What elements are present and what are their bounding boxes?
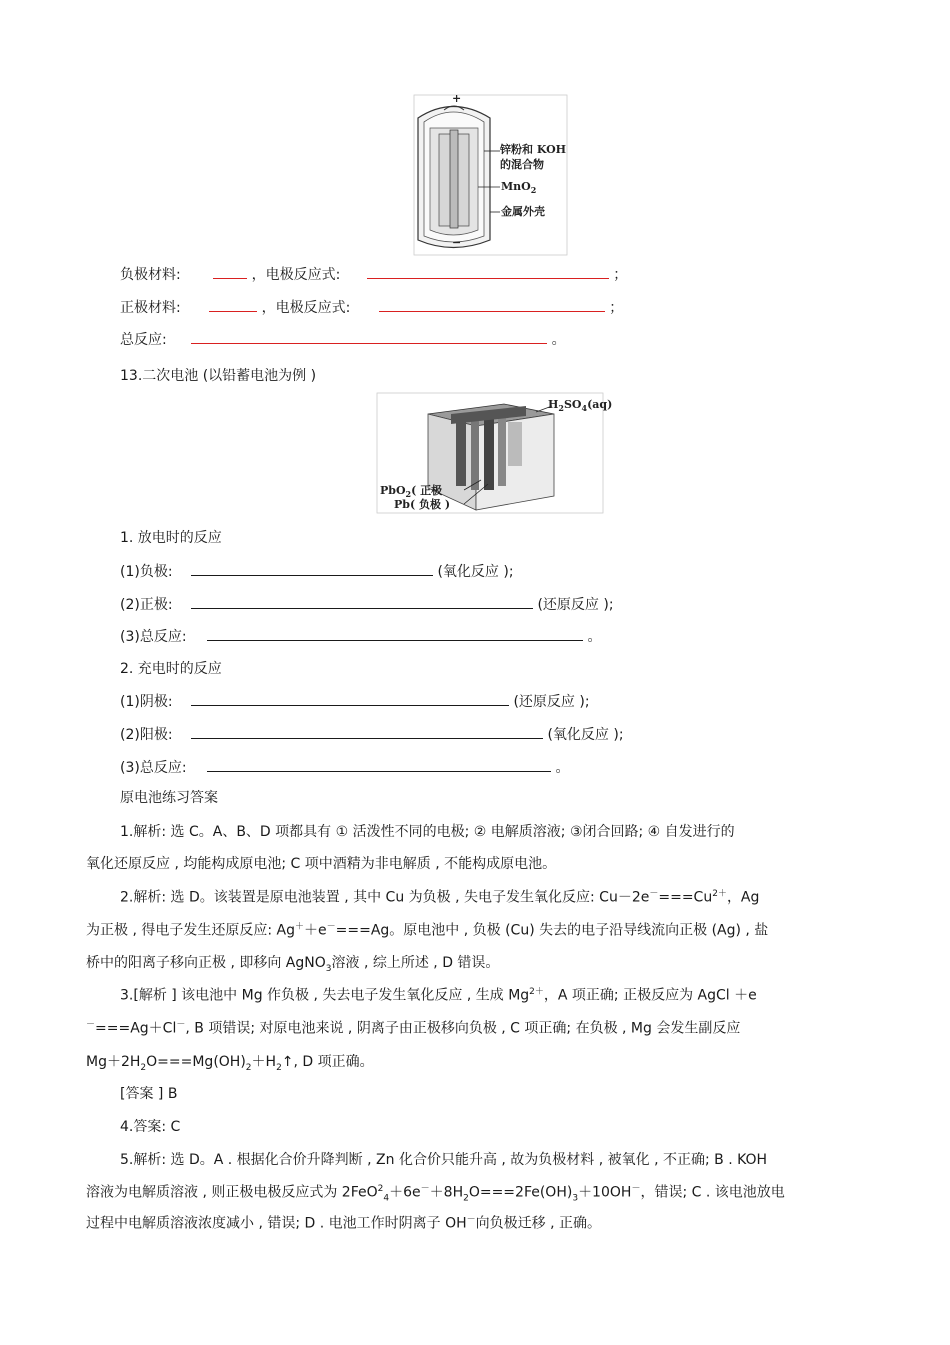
pos-material-line xyxy=(120,297,623,317)
pbo2-label: PbO$_2$( 正极 xyxy=(380,484,443,499)
neg-material-line xyxy=(120,264,627,284)
answer-2-line-2: 为正极 , 得电子发生还原反应: Ag＋＋e－===Ag。原电池中 , 负极 (Cu) 失去的电子沿导线流向正极 (Ag) , 盐 xyxy=(86,922,769,939)
charge-cathode-blank[interactable] xyxy=(191,691,509,706)
lead-acid-battery-figure xyxy=(376,392,613,514)
neg-material-blank[interactable] xyxy=(213,264,247,279)
alkaline-battery-figure xyxy=(408,90,583,258)
charge-title: 2. 充电时的反应 xyxy=(120,661,222,677)
h2so4-label: $H_2SO_4(aq)$ xyxy=(548,398,613,413)
pos-eq-label: ，电极反应式: xyxy=(261,300,351,316)
discharge-line-1 xyxy=(120,561,514,581)
discharge-pos-tail: (还原反应 ); xyxy=(537,597,614,613)
answer-3-line-1: 3.[解析 ] 该电池中 Mg 作负极 , 失去电子发生氧化反应 , 生成 $Mg^{2+}$，A 项正确; 正极反应为 AgCl ＋e xyxy=(120,987,757,1004)
total-reaction-line xyxy=(120,329,566,349)
answer-2-line-3: 桥中的阳离子移向正极 , 即移向 AgNO$_3$溶液 , 综上所述 , D 错误。 xyxy=(86,955,500,974)
answers-heading: 原电池练习答案 xyxy=(120,790,218,806)
discharge-title: 1. 放电时的反应 xyxy=(120,530,222,546)
pos-semi: ； xyxy=(609,300,624,316)
discharge-line-2 xyxy=(120,594,614,614)
discharge-pos-blank[interactable] xyxy=(191,594,533,609)
charge-line-2 xyxy=(120,724,624,744)
charge-total-tail: 。 xyxy=(555,760,570,776)
discharge-total-blank[interactable] xyxy=(207,626,583,641)
charge-anode-label: (2)阳极: xyxy=(120,727,173,743)
discharge-pos-label: (2)正极: xyxy=(120,597,173,613)
charge-line-1 xyxy=(120,691,590,711)
positive-terminal-label: + xyxy=(452,92,462,105)
answer-3-result: [答案 ] B xyxy=(120,1086,178,1102)
discharge-neg-label: (1)负极: xyxy=(120,564,173,580)
neg-eq-blank[interactable] xyxy=(367,264,609,279)
zinc-label-2: 的混合物 xyxy=(500,158,544,171)
answer-1-line-1: 1.解析: 选 C。A、B、D 项都具有 ① 活泼性不同的电极; ② 电解质溶液; ③闭合回路; ④ 自发进行的 xyxy=(120,824,735,840)
discharge-neg-blank[interactable] xyxy=(191,561,433,576)
pos-material-label: 正极材料: xyxy=(120,300,181,316)
charge-cathode-label: (1)阴极: xyxy=(120,694,173,710)
answer-2-line-1: 2.解析: 选 D。该装置是原电池装置 , 其中 Cu 为负极 , 失电子发生氧化反应: $Cu-2e^-===Cu^{2+}$，Ag xyxy=(120,889,760,906)
answer-3-line-2: －===Ag＋Cl－, B 项错误; 对原电池来说 , 阴离子由正极移向负极 , C 项正确; 在负极 , Mg 会发生副反应 xyxy=(86,1020,741,1037)
total-label: 总反应: xyxy=(120,332,167,348)
answer-3-line-3: $Mg+2H_2O===Mg(OH)_2+H_2↑$, D 项正确。 xyxy=(86,1054,374,1073)
neg-semi: ； xyxy=(613,267,628,283)
charge-total-blank[interactable] xyxy=(207,757,551,772)
mno2-label: MnO$_2$ xyxy=(501,180,537,195)
answer-5-line-3: 过程中电解质溶液浓度减小 , 错误; D . 电池工作时阴离子 OH－向负极迁移 , 正确。 xyxy=(86,1215,602,1232)
answer-4: 4.答案: C xyxy=(120,1119,181,1135)
charge-total-label: (3)总反应: xyxy=(120,760,187,776)
discharge-neg-tail: (氧化反应 ); xyxy=(437,564,514,580)
answer-1-line-2: 氧化还原反应 , 均能构成原电池; C 项中酒精为非电解质 , 不能构成原电池。 xyxy=(86,856,557,872)
discharge-total-tail: 。 xyxy=(587,629,602,645)
zinc-label: 锌粉和 KOH xyxy=(500,143,567,156)
answer-5-line-2: 溶液为电解质溶液 , 则正极电极反应式为 $2FeO^2_4+6e^-+8H_2O===2Fe(OH)_3+10OH^-$，错误; C . 该电池放电 xyxy=(86,1184,785,1204)
shell-label: 金属外壳 xyxy=(501,205,545,218)
total-end: 。 xyxy=(551,332,566,348)
pos-eq-blank[interactable] xyxy=(379,297,605,312)
neg-material-label: 负极材料: xyxy=(120,267,181,283)
total-blank[interactable] xyxy=(191,329,547,344)
pb-label: Pb( 负极 ) xyxy=(394,498,451,511)
pos-material-blank[interactable] xyxy=(209,297,257,312)
charge-line-3 xyxy=(120,757,569,777)
discharge-line-3 xyxy=(120,626,601,646)
answer-5-line-1: 5.解析: 选 D。A . 根据化合价升降判断 , Zn 化合价只能升高 , 故为负极材料 , 被氧化 , 不正确; B . KOH xyxy=(120,1152,768,1168)
neg-eq-label: ，电极反应式: xyxy=(251,267,341,283)
section-13-title: 13.二次电池 (以铅蓄电池为例 ) xyxy=(120,368,317,384)
charge-cathode-tail: (还原反应 ); xyxy=(513,694,590,710)
charge-anode-blank[interactable] xyxy=(191,724,543,739)
charge-anode-tail: (氧化反应 ); xyxy=(547,727,624,743)
discharge-total-label: (3)总反应: xyxy=(120,629,187,645)
negative-terminal-label: − xyxy=(452,236,462,249)
